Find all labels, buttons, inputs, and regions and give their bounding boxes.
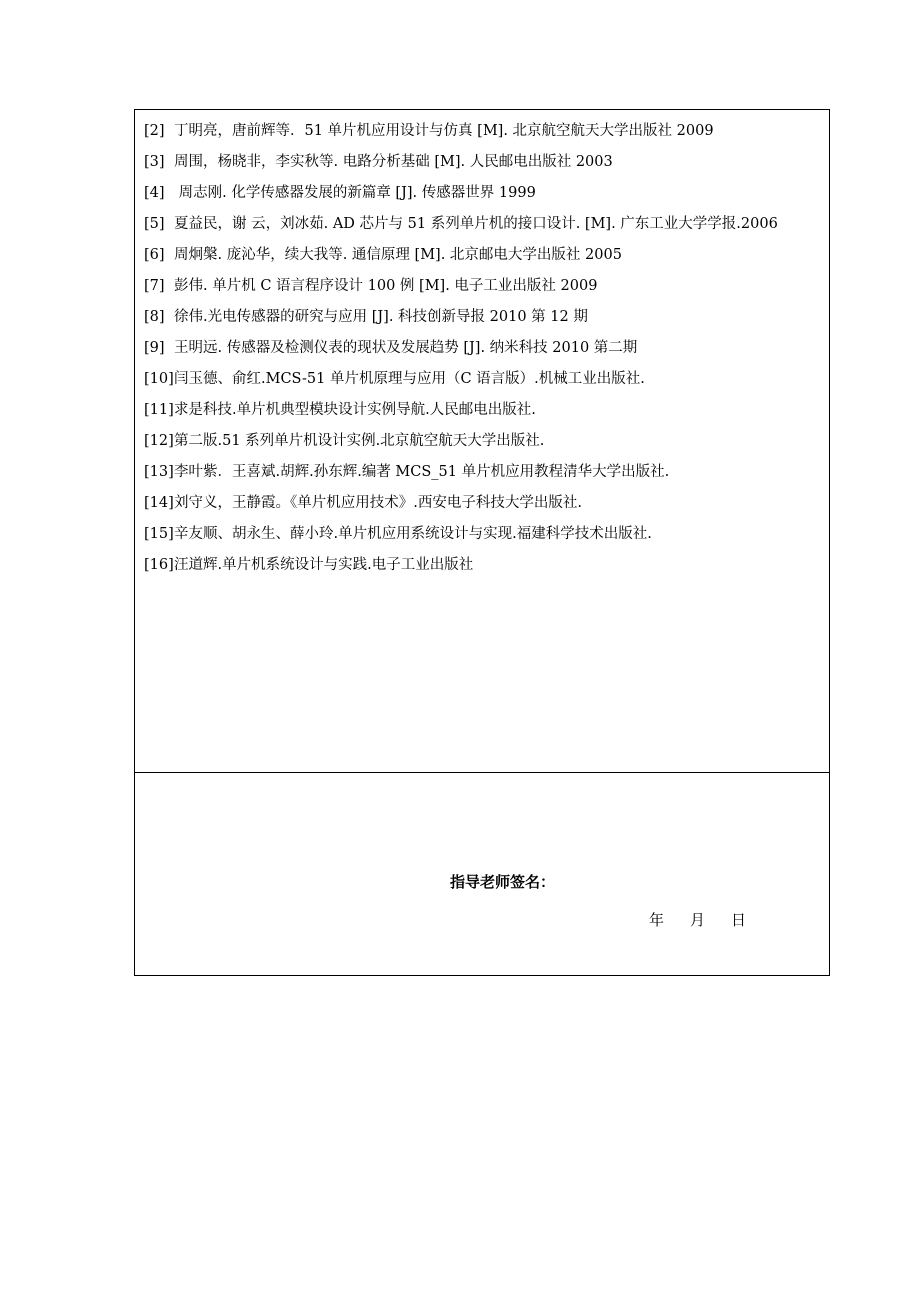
reference-item	[144, 178, 778, 209]
signature-date	[649, 909, 772, 930]
reference-text: 闫玉德、俞红.MCS-51 单片机原理与应用（C 语言版）.机械工业出版社.	[174, 371, 645, 387]
advisor-signature-label: 指导老师签名：	[450, 873, 556, 891]
reference-text: 徐伟.光电传感器的研究与应用 [J]. 科技创新导报 2010 第 12 期	[174, 309, 588, 325]
reference-number: [16]	[144, 557, 174, 573]
reference-number: [8]	[144, 309, 165, 325]
reference-item	[144, 550, 778, 581]
reference-number: [13]	[144, 464, 174, 480]
reference-text: 周志刚. 化学传感器发展的新篇章 [J]. 传感器世界 1999	[174, 185, 536, 201]
reference-text: 彭伟. 单片机 C 语言程序设计 100 例 [M]. 电子工业出版社 2009	[174, 278, 598, 294]
reference-text: 求是科技.单片机典型模块设计实例导航.人民邮电出版社.	[174, 402, 536, 418]
reference-item	[144, 271, 778, 302]
reference-number: [14]	[144, 495, 174, 511]
reference-item	[144, 116, 778, 147]
reference-item	[144, 240, 778, 271]
reference-item	[144, 395, 778, 426]
reference-text: 周炯槃. 庞沁华，续大我等. 通信原理 [M]. 北京邮电大学出版社 2005	[174, 247, 622, 263]
reference-item	[144, 426, 778, 457]
reference-text: 李叶紫．王喜斌.胡辉.孙东辉.编著 MCS_51 单片机应用教程清华大学出版社.	[174, 464, 670, 480]
reference-list	[144, 116, 778, 581]
date-day-label: 日	[731, 911, 747, 929]
reference-item	[144, 364, 778, 395]
reference-item	[144, 333, 778, 364]
reference-number: [9]	[144, 340, 165, 356]
reference-text: 辛友顺、胡永生、薛小玲.单片机应用系统设计与实现.福建科学技术出版社.	[174, 526, 652, 542]
reference-number: [10]	[144, 371, 174, 387]
reference-number: [4]	[144, 185, 165, 201]
reference-item	[144, 147, 778, 178]
reference-number: [3]	[144, 154, 165, 170]
reference-text: 夏益民，谢 云，刘冰茹. AD 芯片与 51 系列单片机的接口设计. [M]. 广东工业大学学报.2006	[174, 216, 778, 232]
reference-text: 汪道辉.单片机系统设计与实践.电子工业出版社	[174, 557, 474, 573]
reference-item	[144, 488, 778, 519]
reference-form-table	[134, 109, 830, 976]
reference-item	[144, 209, 778, 240]
date-month-label: 月	[690, 911, 706, 929]
reference-text: 第二版.51 系列单片机设计实例.北京航空航天大学出版社.	[174, 433, 545, 449]
reference-number: [11]	[144, 402, 174, 418]
reference-item	[144, 302, 778, 333]
reference-text: 王明远. 传感器及检测仪表的现状及发展趋势 [J]. 纳米科技 2010 第二期	[174, 340, 638, 356]
reference-text: 丁明亮，唐前辉等．51 单片机应用设计与仿真 [M]. 北京航空航天大学出版社 2009	[174, 123, 714, 139]
reference-number: [7]	[144, 278, 165, 294]
signature-cell	[135, 773, 829, 975]
date-year-label: 年	[649, 911, 665, 929]
reference-number: [15]	[144, 526, 174, 542]
reference-text: 刘守义，王静霞。《单片机应用技术》.西安电子科技大学出版社.	[174, 495, 582, 511]
reference-number: [2]	[144, 123, 165, 139]
reference-text: 周围，杨晓非，李实秋等. 电路分析基础 [M]. 人民邮电出版社 2003	[174, 154, 613, 170]
references-cell	[135, 110, 829, 773]
reference-number: [6]	[144, 247, 165, 263]
reference-number: [5]	[144, 216, 165, 232]
reference-item	[144, 519, 778, 550]
reference-number: [12]	[144, 433, 174, 449]
reference-item	[144, 457, 778, 488]
